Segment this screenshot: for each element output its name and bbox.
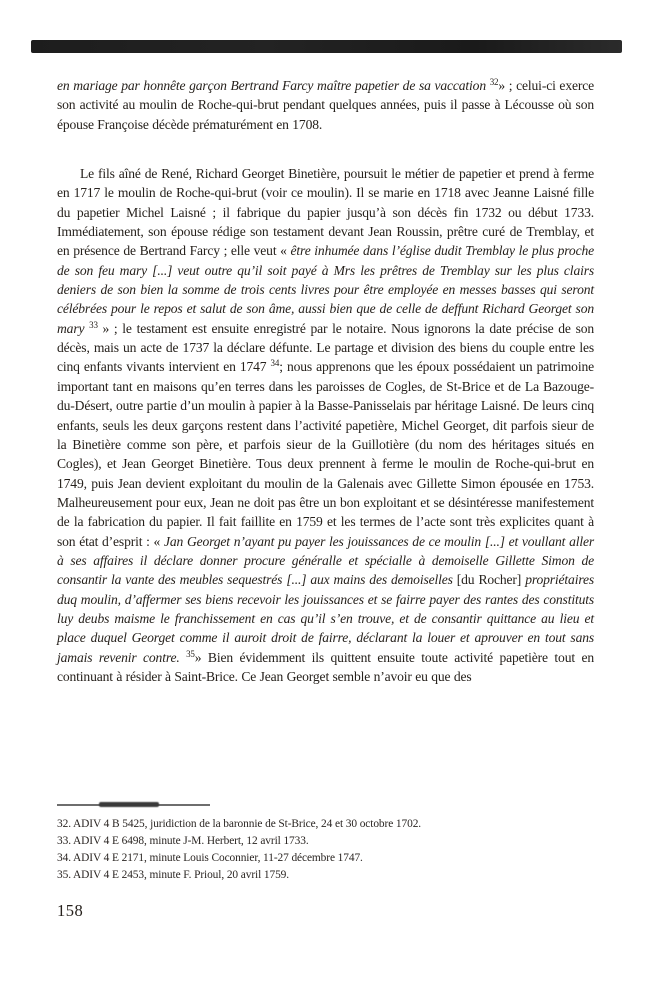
text-segment: Le fils aîné de René, Richard Georget Binetière, poursuit le métier de papetier et prend à ferme en 1717 le moulin de Roche-qui-brut (voir ce moulin). Il se marie en 1718 avec Jeanne Laisné fille du papetier Michel Laisné ; il fabrique du papier jusqu’à son décès fin 1732 ou début 1733. Immédiatement, son épouse rédige son testament devant Jean Roussin, prêtre curé de Tremblay, et en présence de Bertrand Farcy ; elle veut « (57, 166, 594, 259)
paragraph (57, 76, 594, 134)
footnote-item: 32. ADIV 4 B 5425, juridiction de la baronnie de St-Brice, 24 et 30 octobre 1702. (57, 818, 422, 830)
text-segment: Jan Georget n’ayant pu payer les jouissances de ce moulin [...] et voullant aller à ses affaires il déclare donner procure généralle et spécialle à demoiselle Gillette Simon de consantir la vante des meubles sequestrés [...] aux mains des demoiselles (57, 533, 594, 588)
text-segment: » Bien évidemment ils quittent ensuite toute activité papetière tout en continuant à résider à Saint-Brice. Ce Jean Georget semble n’avoir eu que des (57, 649, 594, 684)
body-text (57, 76, 594, 686)
text-segment: ; nous apprenons que les époux possédaient un patrimoine important tant en maisons qu’en terres dans les paroisses de Cogles, de St-Brice et de La Bazouge-du-Désert, outre partie d’un moulin à papier à la Basse-Panisselais par héritage Laisné. De leurs cinq enfants, seuls les deux garçons restent dans l’activité papetière, Michel Georget, dit parfois sieur de la Binetière comme son père, et parfois sieur de la Guillotière (du nom des héritages situés en Cogles), et Jean Georget Binetière. Tous deux prennent à ferme le moulin de Roche-qui-brut en 1749, puis Jean devient exploitant du moulin de la Galenais avec Gillette Simon épousée en 1753. Malheureusement pour eux, Jean ne doit pas être un bon exploitant et se désintéresse manifestement de la fabrication du papier. Il fait faillite en 1759 et les termes de l’acte sont très explicites quant à son état d’esprit : « (57, 359, 594, 549)
footnote-reference: 32 (489, 77, 499, 87)
text-segment: en mariage par honnête garçon Bertrand Farcy maître papetier de sa vaccation (57, 78, 490, 93)
footnote-reference: 33 (89, 319, 98, 330)
scan-artifact-bar (31, 40, 622, 53)
footnotes-section (57, 816, 594, 884)
text-segment: » ; le testament est ensuite enregistré par le notaire. Nous ignorons la date précise de son décès, mais un acte de 1737 la déclare défunte. Le partage et division des biens du couple entre les cinq enfants vivants intervient en 1747 (57, 320, 594, 375)
paragraphs-container (57, 76, 594, 686)
text-segment: propriétaires duq moulin, d’affermer ses biens recevoir les jouissances et se fairre payer des rantes des constituts luy deubs maisme le franchissement en cas qu’il s’en trouve, et de consantir quittance au lieu et place duquel Georget comme il auroit droit de fairre, déclarant la louer et aprouver en tout sans jamais revenir contre. (57, 572, 594, 665)
footnote-reference: 35 (186, 648, 195, 659)
footnote-item: 34. ADIV 4 E 2171, minute Louis Coconnier, 11-27 décembre 1747. (57, 852, 363, 864)
footnote-item: 35. ADIV 4 E 2453, minute F. Prioul, 20 avril 1759. (57, 869, 290, 881)
footnote-reference: 34 (270, 358, 280, 369)
text-segment: [du Rocher] (456, 572, 526, 588)
text-segment: être inhumée dans l’église dudit Tremblay le plus proche de son feu mary [...] veut outre qu’il soit payé à Mrs les prêtres de Tremblay sur les plus clairs deniers de son bien la somme de trois cents livres pour être employée en messes basses qui seront célébrées pour le repos et salut de son âme, aussi bien que de celle de deffunt Richard Georget son mary (57, 243, 594, 336)
footnote-separator (57, 804, 210, 806)
footnote-item: 33. ADIV 4 E 6498, minute J-M. Herbert, 12 avril 1733. (57, 835, 309, 847)
scan-smudge (99, 802, 159, 807)
page-number: 158 (57, 901, 84, 920)
paragraph (57, 164, 594, 686)
text-segment: » ; celui-ci exerce son activité au moulin de Roche-qui-brut pendant quelques années, puis il passe à Lécousse où son épouse Françoise décède prématurément en 1708. (57, 78, 594, 132)
